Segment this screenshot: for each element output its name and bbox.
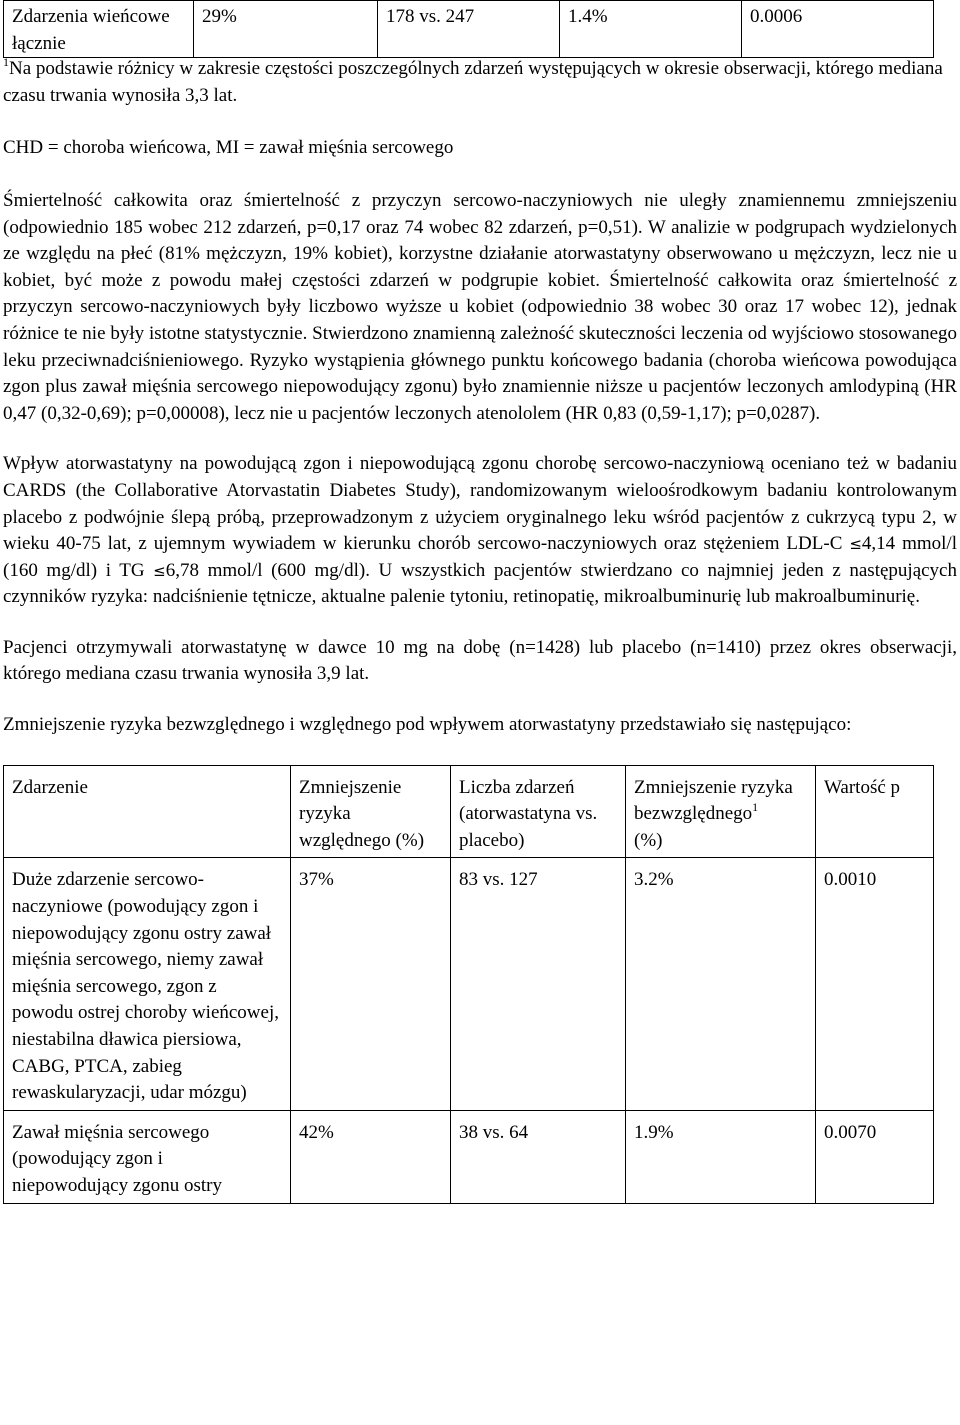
header-p-value: Wartość p xyxy=(816,765,934,858)
header-event: Zdarzenie xyxy=(4,765,291,858)
abbreviations: CHD = choroba wieńcowa, MI = zawał mięśnia sercowego xyxy=(3,137,454,159)
header-event-count: Liczba zdarzeń (atorwastatyna vs. placebo) xyxy=(451,765,626,858)
table-row xyxy=(4,1,934,58)
p-value-cell: 0.0006 xyxy=(742,1,934,58)
paragraph-dosing: Pacjenci otrzymywali atorwastatynę w dawce 10 mg na dobę (n=1428) lub placebo (n=1410) przez okres obserwacji, którego mediana czasu trwania wynosiła 3,9 lat. xyxy=(3,636,957,685)
absolute-risk-cell: 1.9% xyxy=(626,1110,816,1203)
footnote-marker: 1 xyxy=(3,55,9,70)
relative-risk-cell: 37% xyxy=(291,858,451,1110)
relative-risk-cell: 42% xyxy=(291,1110,451,1203)
relative-risk-cell: 29% xyxy=(194,1,378,58)
event-count-cell: 83 vs. 127 xyxy=(451,858,626,1110)
less-equal-symbol: ≤ xyxy=(849,535,862,554)
less-equal-symbol: ≤ xyxy=(153,561,166,580)
p-value-cell: 0.0070 xyxy=(816,1110,934,1203)
footnote-marker: 1 xyxy=(752,800,759,815)
document-page xyxy=(3,0,957,1204)
event-count-cell: 178 vs. 247 xyxy=(378,1,560,58)
header-relative-risk: Zmniejszenie ryzyka względnego (%) xyxy=(291,765,451,858)
event-cell: Zdarzenia wieńcowe łącznie xyxy=(4,1,194,58)
paragraph-cards-study: Wpływ atorwastatyny na powodującą zgon i niepowodującą zgonu chorobę sercowo-naczyniową oceniano też w badaniu CARDS (the Collaborative Atorvastatin Diabetes Study), randomizowanym wieloośrodkowym badaniu kontrolowanym placebo z podwójnie ślepą próbą, przeprowadzonym z użyciem oryginalnego leku wśród pacjentów z cukrzycą typu 2, w wieku 40-75 lat, z ujemnym wywiadem w kierunku chorób sercowo-naczyniowych oraz stężeniem LDL-C ≤4,14 mmol/l (160 mg/dl) i TG ≤6,78 mmol/l (600 mg/dl). U wszystkich pacjentów stwierdzano co najmniej jeden z następujących czynników ryzyka: nadciśnienie tętnicze, aktualne palenie tytoniu, retinopatię, mikroalbuminurię lub makroalbuminurię. xyxy=(3,453,957,608)
table-header-row xyxy=(4,765,934,858)
event-cell: Duże zdarzenie sercowo-naczyniowe (powodujący zgon i niepowodujący zgonu ostry zawał mięśnia sercowego, niemy zawał mięśnia sercowego, zgon z powodu ostrej choroby wieńcowej, niestabilna dławica piersiowa, CABG, PTCA, zabieg rewaskularyzacji, udar mózgu) xyxy=(4,858,291,1110)
table-row xyxy=(4,858,934,1110)
p-value-cell: 0.0010 xyxy=(816,858,934,1110)
results-table-continued xyxy=(3,0,934,58)
paragraph-risk-reduction: Zmniejszenie ryzyka bezwzględnego i względnego pod wpływem atorwastatyny przedstawiało się następująco: xyxy=(3,714,852,736)
footnote xyxy=(3,56,957,109)
paragraph-mortality: Śmiertelność całkowita oraz śmiertelność z przyczyn sercowo-naczyniowych nie uległy znamiennemu zmniejszeniu (odpowiednio 185 wobec 212 zdarzeń, p=0,17 oraz 74 wobec 82 zdarzeń, p=0,51). W analizie w podgrupach wydzielonych ze względu na płeć (81% mężczyzn, 19% kobiet), korzystne działanie atorwastatyny obserwowano u mężczyzn, lecz nie u kobiet, być może z powodu małej częstości zdarzeń w podgrupie kobiet. Śmiertelność całkowita oraz śmiertelność z przyczyn sercowo-naczyniowych były liczbowo wyższe u kobiet (odpowiednio 38 wobec 30 oraz 17 wobec 12), jednak różnice te nie były istotne statystycznie. Stwierdzono znamienną zależność skuteczności leczenia od wyjściowo stosowanego leku przeciwnadciśnieniowego. Ryzyko wystąpienia głównego punktu końcowego badania (choroba wieńcowa powodująca zgon plus zawał mięśnia sercowego niepowodujący zgonu) było znamiennie niższe u pacjentów leczonych amlodypiną (HR 0,47 (0,32-0,69); p=0,00008), lecz nie u pacjentów leczonych atenololem (HR 0,83 (0,59-1,17); p=0,0287). xyxy=(3,189,957,424)
absolute-risk-cell: 1.4% xyxy=(560,1,742,58)
header-absolute-risk: Zmniejszenie ryzyka bezwzględnego$^1$ (%) xyxy=(626,765,816,858)
event-count-cell: 38 vs. 64 xyxy=(451,1110,626,1203)
footnote-text: Na podstawie różnicy w zakresie częstości poszczególnych zdarzeń występujących w okresie obserwacji, którego mediana czasu trwania wynosiła 3,3 lat. xyxy=(3,58,943,106)
cards-results-table xyxy=(3,765,934,1204)
event-cell: Zawał mięśnia sercowego (powodujący zgon i niepowodujący zgonu ostry xyxy=(4,1110,291,1203)
table-row xyxy=(4,1110,934,1203)
absolute-risk-cell: 3.2% xyxy=(626,858,816,1110)
